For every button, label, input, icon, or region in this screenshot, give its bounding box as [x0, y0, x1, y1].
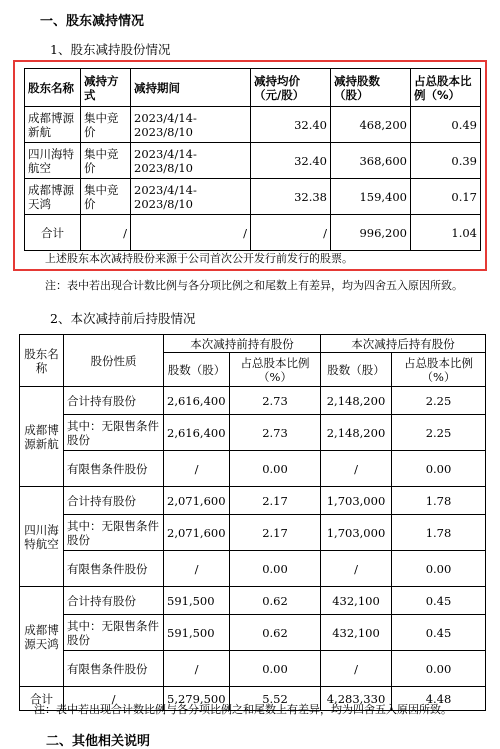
- cell-total-ratio: 1.04: [411, 215, 481, 251]
- cell-holder: 四川海特航空: [20, 487, 64, 587]
- cell-type: 有限售条件股份: [64, 651, 164, 687]
- cell-type: 其中：无限售条件股份: [64, 515, 164, 551]
- cell-type: 有限售条件股份: [64, 551, 164, 587]
- cell-holder: 成都博源天鸿: [25, 179, 81, 215]
- th-after-ratio: 占总股本比例（%）: [392, 353, 486, 387]
- cell-type: 合计持有股份: [64, 487, 164, 515]
- cell-total-before-ratio: 5.52: [230, 687, 321, 711]
- cell-before-shares: /: [164, 551, 230, 587]
- table-row: [20, 451, 486, 487]
- table-row: [25, 107, 481, 143]
- cell-period: 2023/4/14-2023/8/10: [131, 143, 251, 179]
- th-before: 本次减持前持有股份: [164, 335, 321, 353]
- cell-before-shares: 2,616,400: [164, 415, 230, 451]
- cell-before-ratio: 0.00: [230, 451, 321, 487]
- th-shares: 减持股数（股）: [331, 69, 411, 107]
- cell-after-shares: 432,100: [321, 615, 392, 651]
- cell-ratio: 0.49: [411, 107, 481, 143]
- cell-after-shares: 1,703,000: [321, 515, 392, 551]
- reduction-table-header: [25, 69, 481, 107]
- cell-after-ratio: 0.45: [392, 587, 486, 615]
- cell-method: 集中竞价: [81, 143, 131, 179]
- cell-after-ratio: 0.00: [392, 551, 486, 587]
- cell-price: 32.38: [251, 179, 331, 215]
- th-period: 减持期间: [131, 69, 251, 107]
- cell-holder: 成都博源天鸿: [20, 587, 64, 687]
- cell-type: 其中：无限售条件股份: [64, 415, 164, 451]
- cell-after-ratio: 1.78: [392, 515, 486, 551]
- cell-before-ratio: 0.00: [230, 551, 321, 587]
- cell-total-label: 合计: [20, 687, 64, 711]
- table-row: [20, 387, 486, 415]
- cell-after-shares: /: [321, 651, 392, 687]
- table-row: [20, 615, 486, 651]
- cell-after-shares: /: [321, 551, 392, 587]
- cell-type: 合计持有股份: [64, 387, 164, 415]
- cell-after-shares: 1,703,000: [321, 487, 392, 515]
- cell-after-shares: 2,148,200: [321, 387, 392, 415]
- th-method: 减持方式: [81, 69, 131, 107]
- cell-total-price: /: [251, 215, 331, 251]
- cell-method: 集中竞价: [81, 107, 131, 143]
- cell-shares: 368,600: [331, 143, 411, 179]
- cell-total-after-shares: 4,283,330: [321, 687, 392, 711]
- subsection-2-title: 2、本次减持前后持股情况: [50, 311, 196, 326]
- cell-period: 2023/4/14-2023/8/10: [131, 107, 251, 143]
- th-holder: 股东名称: [20, 335, 64, 387]
- section-2-title: 二、其他相关说明: [46, 734, 151, 749]
- cell-before-shares: /: [164, 651, 230, 687]
- rounding-note-1: 注：表中若出现合计数比例与各分项比例之和尾数上有差异，均为四舍五入原因所致。: [45, 279, 463, 292]
- cell-after-ratio: 0.00: [392, 451, 486, 487]
- cell-ratio: 0.39: [411, 143, 481, 179]
- reduction-table: [24, 68, 481, 251]
- section-1-title: 一、股东减持情况: [40, 14, 145, 29]
- cell-total-label: 合计: [25, 215, 81, 251]
- cell-total-period: /: [131, 215, 251, 251]
- table-row: [20, 551, 486, 587]
- total-row: [25, 215, 481, 251]
- cell-before-ratio: 2.73: [230, 387, 321, 415]
- cell-holder: 成都博源新航: [25, 107, 81, 143]
- cell-before-shares: /: [164, 451, 230, 487]
- cell-period: 2023/4/14-2023/8/10: [131, 179, 251, 215]
- table-row: [20, 415, 486, 451]
- cell-after-ratio: 2.25: [392, 415, 486, 451]
- th-before-shares: 股数（股）: [164, 353, 230, 387]
- cell-total-after-ratio: 4.48: [392, 687, 486, 711]
- cell-shares: 468,200: [331, 107, 411, 143]
- cell-price: 32.40: [251, 107, 331, 143]
- table-row: [25, 179, 481, 215]
- cell-method: 集中竞价: [81, 179, 131, 215]
- cell-holder: 四川海特航空: [25, 143, 81, 179]
- cell-total-before-shares: 5,279,500: [164, 687, 230, 711]
- table-row: [20, 587, 486, 615]
- cell-after-ratio: 2.25: [392, 387, 486, 415]
- holding-table: [19, 334, 486, 711]
- cell-before-ratio: 2.17: [230, 515, 321, 551]
- cell-after-ratio: 1.78: [392, 487, 486, 515]
- cell-before-ratio: 0.62: [230, 587, 321, 615]
- cell-after-ratio: 0.45: [392, 615, 486, 651]
- th-after-shares: 股数（股）: [321, 353, 392, 387]
- cell-before-ratio: 2.73: [230, 415, 321, 451]
- cell-before-shares: 2,071,600: [164, 487, 230, 515]
- cell-price: 32.40: [251, 143, 331, 179]
- th-holder: 股东名称: [25, 69, 81, 107]
- source-note: 上述股东本次减持股份来源于公司首次公开发行前发行的股票。: [45, 252, 353, 265]
- table-row: [20, 487, 486, 515]
- cell-ratio: 0.17: [411, 179, 481, 215]
- cell-before-shares: 2,071,600: [164, 515, 230, 551]
- holding-table-header: [20, 335, 486, 353]
- th-before-ratio: 占总股本比例（%）: [230, 353, 321, 387]
- rounding-note-2: 注：表中若出现合计数比例与各分项比例之和尾数上有差异，均为四舍五入原因所致。: [34, 703, 452, 716]
- th-price: 减持均价（元/股）: [251, 69, 331, 107]
- cell-type: 其中：无限售条件股份: [64, 615, 164, 651]
- cell-total-type: /: [64, 687, 164, 711]
- cell-shares: 159,400: [331, 179, 411, 215]
- th-share-type: 股份性质: [64, 335, 164, 387]
- table-row: [20, 651, 486, 687]
- cell-before-shares: 591,500: [164, 587, 230, 615]
- th-ratio: 占总股本比例（%）: [411, 69, 481, 107]
- cell-holder: 成都博源新航: [20, 387, 64, 487]
- cell-after-shares: 2,148,200: [321, 415, 392, 451]
- cell-type: 有限售条件股份: [64, 451, 164, 487]
- cell-after-shares: 432,100: [321, 587, 392, 615]
- th-after: 本次减持后持有股份: [321, 335, 486, 353]
- cell-before-ratio: 0.00: [230, 651, 321, 687]
- cell-total-method: /: [81, 215, 131, 251]
- cell-before-shares: 591,500: [164, 615, 230, 651]
- cell-before-ratio: 2.17: [230, 487, 321, 515]
- cell-before-shares: 2,616,400: [164, 387, 230, 415]
- table-row: [20, 515, 486, 551]
- cell-type: 合计持有股份: [64, 587, 164, 615]
- cell-before-ratio: 0.62: [230, 615, 321, 651]
- subsection-1-title: 1、股东减持股份情况: [50, 42, 171, 57]
- cell-total-shares: 996,200: [331, 215, 411, 251]
- cell-after-shares: /: [321, 451, 392, 487]
- cell-after-ratio: 0.00: [392, 651, 486, 687]
- table-row: [25, 143, 481, 179]
